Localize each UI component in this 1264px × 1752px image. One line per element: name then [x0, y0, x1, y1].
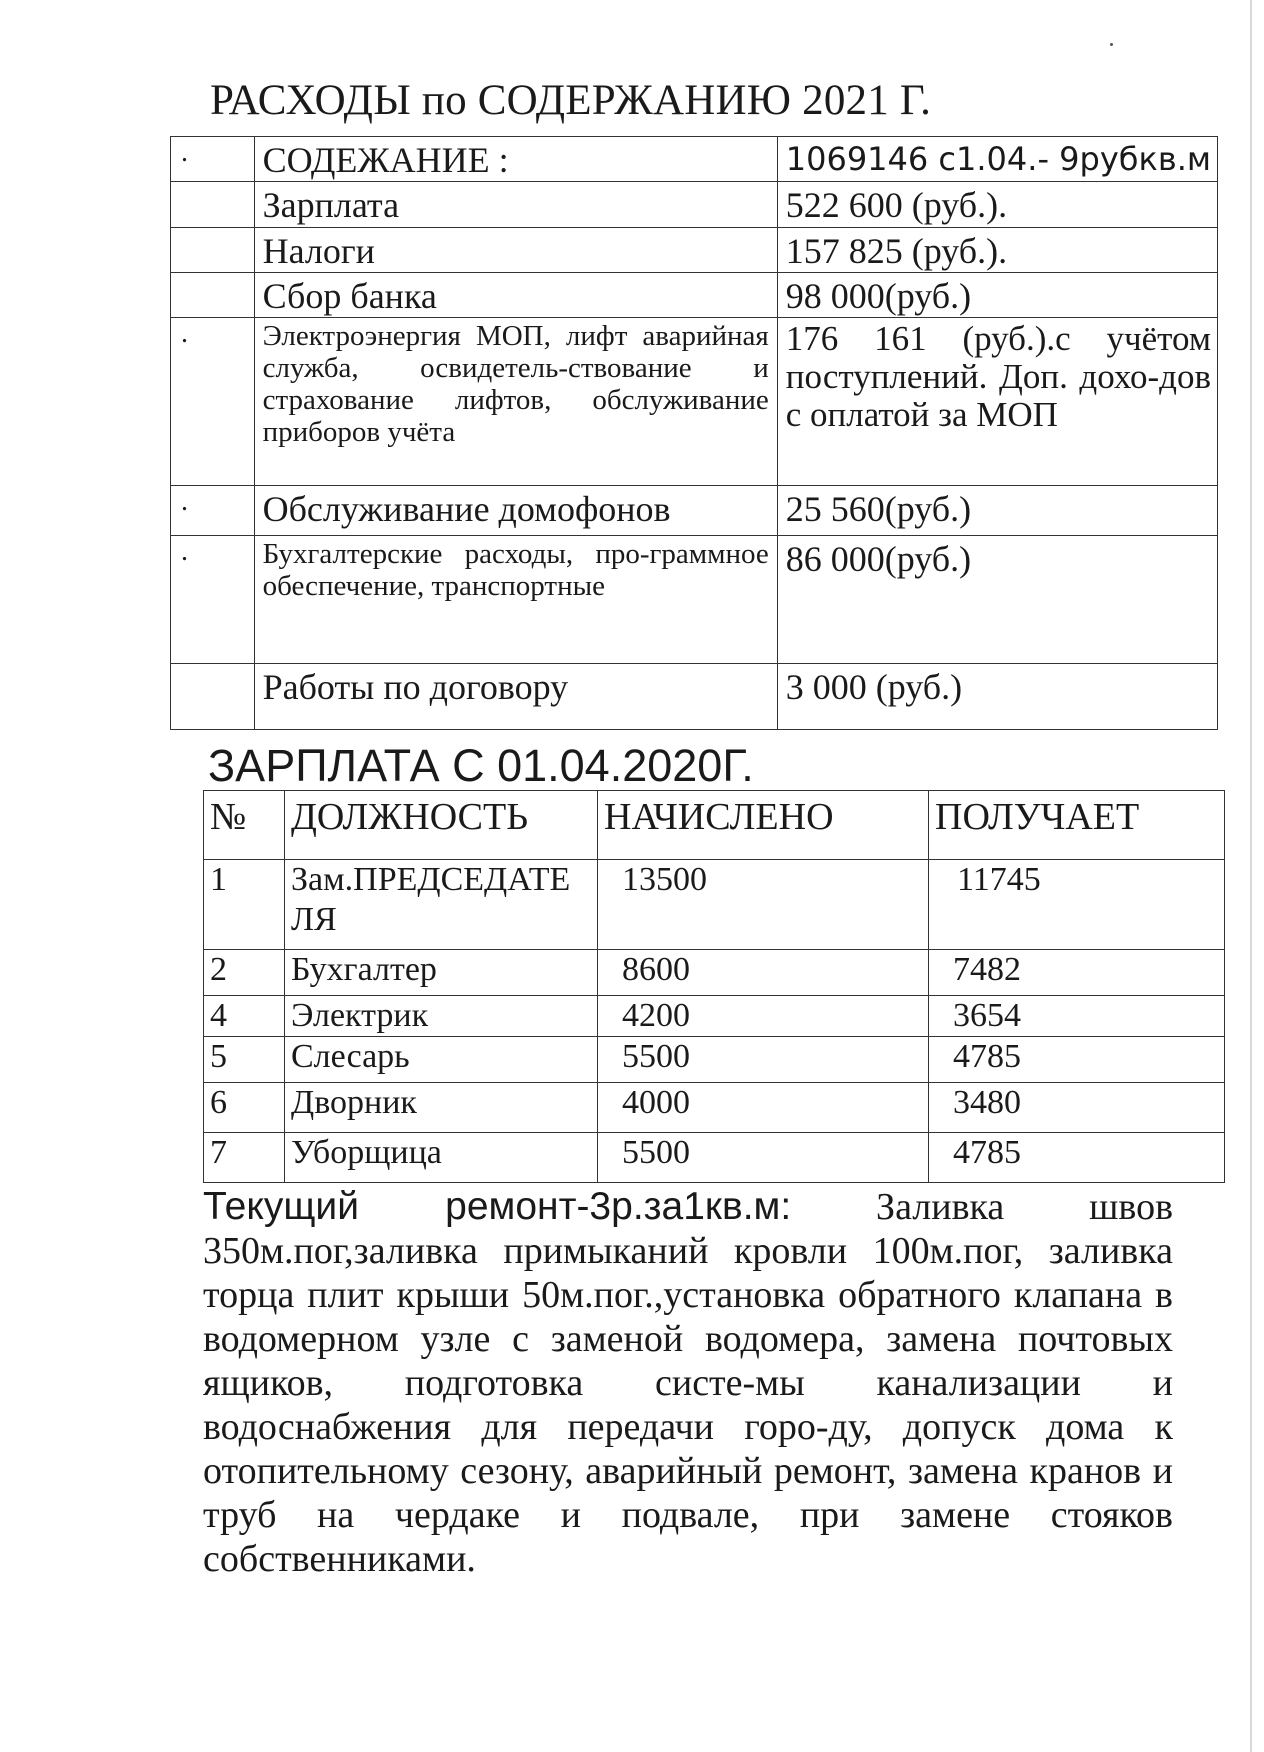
expenses-item: Налоги — [254, 228, 777, 273]
salary-position: Уборщица — [285, 1133, 598, 1183]
salary-accrued: 4000 — [598, 1083, 929, 1133]
salary-position: Бухгалтер — [285, 950, 598, 996]
salary-received: 11745 — [929, 860, 1225, 950]
expenses-num-cell: . — [171, 318, 255, 486]
expenses-amount-header: 1069146 с1.04.- 9рубкв.м — [777, 137, 1217, 182]
salary-col-accrued: НАЧИСЛЕНО — [598, 791, 929, 860]
repair-paragraph — [203, 1185, 1173, 1581]
expenses-num-cell: . — [171, 486, 255, 536]
expenses-amount: 176 161 (руб.).с учётом поступлений. Доп. дохо-дов с оплатой за МОП — [777, 318, 1217, 486]
salary-received: 3480 — [929, 1083, 1225, 1133]
salary-position: Слесарь — [285, 1037, 598, 1083]
salary-num: 4 — [204, 996, 285, 1037]
salary-row — [204, 1037, 1225, 1083]
expenses-amount: 522 600 (руб.). — [777, 182, 1217, 228]
expenses-amount: 157 825 (руб.). — [777, 228, 1217, 273]
expenses-amount: 98 000(руб.) — [777, 273, 1217, 318]
expenses-num-cell: . — [171, 536, 255, 664]
salary-title: ЗАРПЛАТА С 01.04.2020Г. — [208, 740, 754, 791]
expenses-amount: 86 000(руб.) — [777, 536, 1217, 664]
salary-position: Зам.ПРЕДСЕДАТЕ ЛЯ — [285, 860, 598, 950]
page-edge — [1250, 0, 1252, 1752]
salary-col-received: ПОЛУЧАЕТ — [929, 791, 1225, 860]
salary-accrued: 5500 — [598, 1133, 929, 1183]
salary-accrued: 13500 — [598, 860, 929, 950]
expenses-item: Сбор банка — [254, 273, 777, 318]
expenses-item: Бухгалтерские расходы, про-граммное обеспечение, транспортные — [254, 536, 777, 664]
expenses-num-cell — [171, 664, 255, 730]
salary-num: 5 — [204, 1037, 285, 1083]
salary-received: 4785 — [929, 1037, 1225, 1083]
expenses-item: Электроэнергия МОП, лифт аварийная служба, освидетель-ствование и страхование лифтов, обслуживание приборов учёта — [254, 318, 777, 486]
salary-table — [203, 790, 1225, 1183]
expenses-row — [171, 486, 1218, 536]
salary-received: 3654 — [929, 996, 1225, 1037]
expenses-item: Зарплата — [254, 182, 777, 228]
expenses-item-header: СОДЕЖАНИЕ : — [254, 137, 777, 182]
salary-num: 7 — [204, 1133, 285, 1183]
expenses-amount: 25 560(руб.) — [777, 486, 1217, 536]
salary-num: 1 — [204, 860, 285, 950]
expenses-num-cell — [171, 273, 255, 318]
salary-accrued: 8600 — [598, 950, 929, 996]
expenses-row — [171, 182, 1218, 228]
scan-speck — [1110, 43, 1113, 46]
expenses-row — [171, 664, 1218, 730]
salary-header-row — [204, 791, 1225, 860]
expenses-row — [171, 228, 1218, 273]
salary-accrued: 4200 — [598, 996, 929, 1037]
salary-row — [204, 1133, 1225, 1183]
expenses-item: Работы по договору — [254, 664, 777, 730]
expenses-amount: 3 000 (руб.) — [777, 664, 1217, 730]
expenses-header-row — [171, 137, 1218, 182]
salary-accrued: 5500 — [598, 1037, 929, 1083]
salary-num: 2 — [204, 950, 285, 996]
repair-lead: Текущий ремонт-3р.за1кв.м: — [203, 1185, 792, 1228]
salary-row — [204, 860, 1225, 950]
salary-row — [204, 950, 1225, 996]
salary-col-num: № — [204, 791, 285, 860]
expenses-num-cell — [171, 182, 255, 228]
salary-received: 7482 — [929, 950, 1225, 996]
expenses-num-cell — [171, 228, 255, 273]
salary-row — [204, 996, 1225, 1037]
expenses-row — [171, 273, 1218, 318]
salary-received: 4785 — [929, 1133, 1225, 1183]
salary-col-position: ДОЛЖНОСТЬ — [285, 791, 598, 860]
expenses-title: РАСХОДЫ по СОДЕРЖАНИЮ 2021 Г. — [210, 77, 932, 124]
salary-row — [204, 1083, 1225, 1133]
expenses-row — [171, 536, 1218, 664]
salary-num: 6 — [204, 1083, 285, 1133]
expenses-num-cell: . — [171, 137, 255, 182]
expenses-item: Обслуживание домофонов — [254, 486, 777, 536]
repair-text: Заливка швов 350м.пог,заливка примыканий кровли 100м.пог, заливка торца плит крыши 50м.пог.,установка обратного клапана в водомерном узле с заменой водомера, замена почтовых ящиков, подготовка систе-мы канализации и водоснабжения для передачи горо-ду, допуск дома к отопительному сезону, аварийный ремонт, замена кранов и труб на чердаке и подвале, при замене стояков собственниками. — [203, 1186, 1174, 1580]
salary-position: Электрик — [285, 996, 598, 1037]
salary-position: Дворник — [285, 1083, 598, 1133]
expenses-table — [170, 136, 1218, 730]
expenses-row — [171, 318, 1218, 486]
